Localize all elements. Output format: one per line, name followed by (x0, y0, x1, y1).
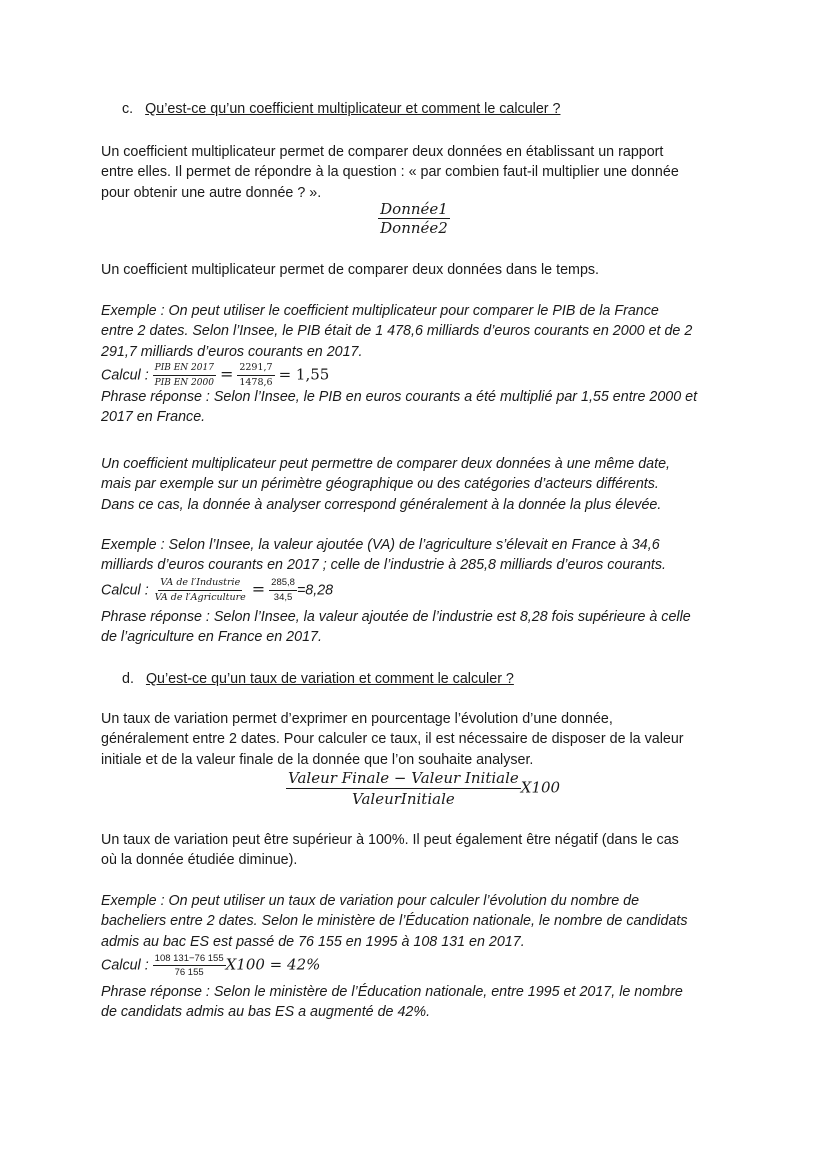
fraction-denominator: 34,5 (273, 592, 293, 603)
fraction-denominator: 76 155 (174, 967, 204, 978)
equals-sign: = (219, 364, 234, 384)
text-line: de l’agriculture en France en 2017. (101, 629, 322, 646)
section-c-heading (122, 101, 560, 117)
formula-numerator: Donnée1 (380, 200, 448, 218)
fraction-denominator: PIB EN 2000 (154, 378, 214, 388)
formula-coefficient (0, 200, 828, 237)
example-1 (101, 301, 692, 362)
fraction-numerator: 2291,7 (237, 361, 274, 376)
formula-multiplier: X100 (520, 778, 561, 797)
text-line: où la donnée étudiée diminue). (101, 852, 298, 869)
text-line: Un coefficient multiplicateur permet de comparer deux données dans le temps. (101, 262, 600, 278)
calc-label: Calcul : (101, 367, 153, 384)
calc-label: Calcul : (101, 957, 153, 974)
example-3 (101, 891, 688, 952)
text-line: 291,7 milliards d’euros courants en 2017. (101, 343, 363, 360)
text-line: 2017 en France. (101, 409, 206, 426)
heading-text: Qu’est-ce qu’un taux de variation et comment le calculer ? (145, 671, 514, 687)
calc-3 (101, 952, 320, 979)
text-line: Un taux de variation permet d’exprimer en pourcentage l’évolution d’une donnée, (101, 711, 613, 727)
text-line: généralement entre 2 dates. Pour calculer ce taux, il est nécessaire de disposer de la valeur (101, 731, 684, 748)
fraction-numerator: 285,8 (269, 576, 297, 591)
calc-result: =8,28 (296, 582, 334, 599)
section-d-heading (122, 671, 514, 687)
heading-text: Qu’est-ce qu’un coefficient multiplicateur et comment le calculer ? (145, 101, 561, 117)
text-line: entre 2 dates. Selon l’Insee, le PIB était de 1 478,6 milliards d’euros courants en 2000 et de 2 (101, 323, 693, 340)
fraction-numerator: VA de l′Industrie (158, 576, 242, 591)
calc-result: X100 = 42% (225, 955, 321, 974)
calc-result: = 1,55 (278, 365, 330, 384)
text-line: de candidats admis au bas ES a augmenté de 42%. (101, 1004, 431, 1021)
text-line: Exemple : Selon l’Insee, la valeur ajoutée (VA) de l’agriculture s’élevait en France à 34,6 (101, 537, 660, 553)
answer-2 (101, 607, 691, 648)
formula-denominator: ValeurInitiale (352, 790, 455, 808)
paragraph-intro-d (101, 709, 684, 770)
text-line: Un coefficient multiplicateur permet de comparer deux données en établissant un rapport (101, 144, 664, 160)
fraction-numerator: 108 131−76 155 (154, 953, 224, 964)
text-line: Un taux de variation peut être supérieur à 100%. Il peut également être négatif (dans le cas (101, 832, 679, 848)
formula-denominator: Donnée2 (380, 219, 448, 237)
calc-label: Calcul : (101, 582, 153, 599)
answer-3 (101, 982, 683, 1023)
text-line: Phrase réponse : Selon l’Insee, le PIB en euros courants a été multiplié par 1,55 entre 2000 et (101, 389, 698, 405)
fraction-numerator: PIB EN 2017 (153, 361, 216, 376)
formula-variation (286, 768, 560, 809)
text-line: pour obtenir une autre donnée ? ». (101, 184, 322, 201)
text-line: Phrase réponse : Selon l’Insee, la valeur ajoutée de l’industrie est 8,28 fois supérieure à celle (101, 609, 691, 625)
text-line: milliards d’euros courants en 2017 ; celle de l’industrie à 285,8 milliards d’euros courants. (101, 557, 667, 574)
equals-sign: = (251, 579, 266, 599)
answer-1 (101, 387, 697, 428)
calc-2 (101, 576, 333, 605)
list-marker: c. (122, 101, 134, 117)
example-2 (101, 535, 666, 576)
paragraph-note (101, 830, 679, 871)
text-line: Exemple : On peut utiliser un taux de variation pour calculer l’évolution du nombre de (101, 893, 640, 909)
formula-numerator: Valeur Finale − Valeur Initiale (288, 769, 519, 787)
paragraph-time (101, 260, 599, 280)
paragraph-same-date (101, 454, 670, 515)
text-line: admis au bac ES est passé de 76 155 en 1995 à 108 131 en 2017. (101, 933, 525, 950)
text-line: Dans ce cas, la donnée à analyser correspond généralement à la donnée la plus élevée. (101, 496, 662, 513)
fraction-denominator: 1478,6 (239, 377, 273, 388)
paragraph-intro-c (101, 142, 679, 203)
text-line: mais par exemple sur un périmètre géographique ou des catégories d’acteurs différents. (101, 476, 659, 493)
text-line: Un coefficient multiplicateur peut permettre de comparer deux données à une même date, (101, 456, 671, 472)
text-line: initiale et de la valeur finale de la donnée que l’on souhaite analyser. (101, 751, 534, 768)
fraction-denominator: VA de l′Agriculture (154, 592, 246, 603)
text-line: bacheliers entre 2 dates. Selon le ministère de l’Éducation nationale, le nombre de candidats (101, 913, 688, 930)
text-line: Exemple : On peut utiliser le coefficient multiplicateur pour comparer le PIB de la France (101, 303, 659, 319)
list-marker: d. (122, 671, 134, 687)
text-line: entre elles. Il permet de répondre à la question : « par combien faut-il multiplier une donnée (101, 164, 679, 181)
text-line: Phrase réponse : Selon le ministère de l’Éducation nationale, entre 1995 et 2017, le nombre (101, 984, 683, 1000)
calc-1 (101, 361, 329, 390)
